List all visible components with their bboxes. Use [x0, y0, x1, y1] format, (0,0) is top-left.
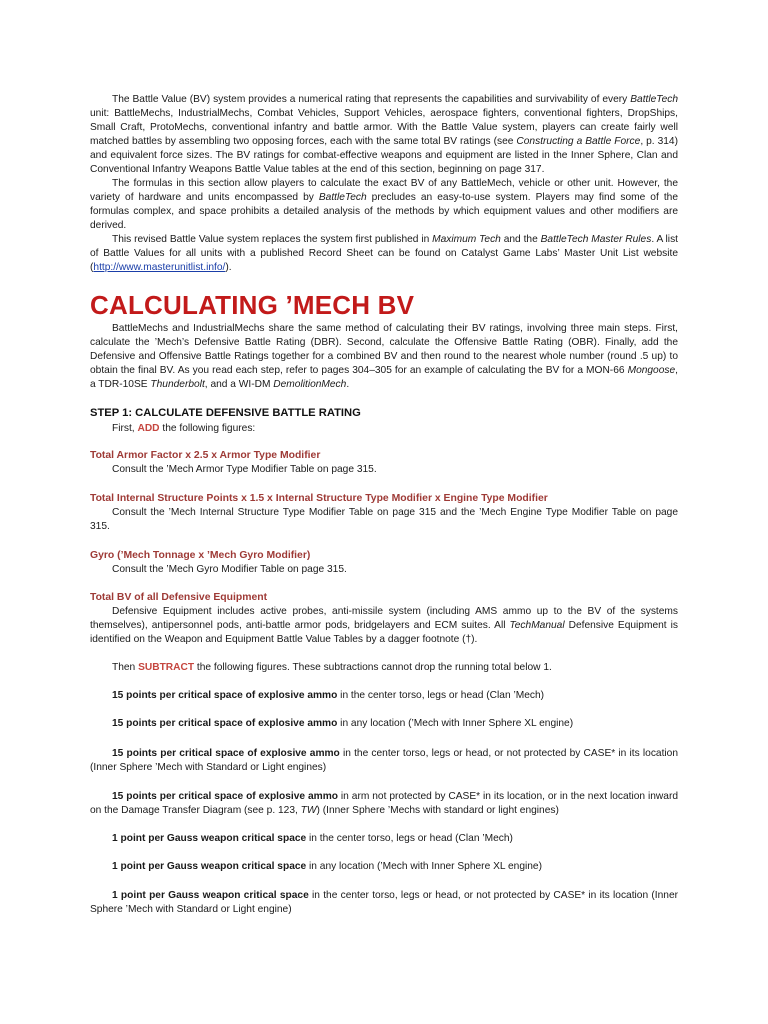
text-run: BattleMechs and IndustrialMechs share the same method of calculating their BV ratings, involving three main steps. First, calculate the ’Mech’s Defensive Battle Rating (DBR). Second, calculate the Offensive Battle Rating (OBR). Finally, add the Defensive and Offensive Battle Ratings together for a combined BV and then round to the nearest whole number (round .5 up) to obtain the final BV. As you read each step, refer to pages 304–305 for an example of calculating the BV for a MON-66 [90, 323, 678, 376]
section-title: CALCULATING ’MECH BV [90, 290, 415, 320]
text-run: First, [112, 423, 138, 434]
text-run: The Battle Value (BV) system provides a numerical rating that represents the capabilities and survivability of every [112, 94, 631, 105]
step1-add-block [90, 422, 678, 436]
step1-heading-block [90, 406, 678, 420]
text-run: precludes an easy-to-use system. Players may find some of the formulas complex, and space prohibits a detailed analysis of the methods by which equipment values and other modifiers are derived. [90, 192, 678, 231]
italic-text: TechManual [509, 620, 565, 631]
intro-paragraph-1 [90, 93, 678, 177]
text-run: . [346, 379, 350, 390]
item-body [90, 563, 678, 577]
bold-text: 1 point per Gauss weapon critical space [112, 890, 309, 901]
text-run: The formulas in this section allow players to calculate the exact BV of any BattleMech, vehicle or other unit. However, the variety of hardware and units encompassed by [90, 178, 678, 203]
item-internal-structure [90, 492, 678, 534]
item-armor [90, 449, 678, 477]
subtraction-2 [90, 717, 678, 731]
text-run: the following figures. These subtractions cannot drop the running total below 1. [194, 662, 552, 673]
text-run: in any location (’Mech with Inner Sphere XL engine) [306, 861, 542, 872]
section-header [90, 290, 678, 320]
item-body [90, 463, 678, 477]
text-run: , p. 314) and equivalent force sizes. The BV ratings for combat-effective weapons and equipment are listed in the Inner Sphere, Clan and Conventional Infantry Weapons Battle Value tables at the end of this section, beginning on page 317. [90, 136, 678, 175]
text-run: . A list of Battle Values for all units with a published Record Sheet can be found on Catalyst Game Labs’ Master Unit List website ( [90, 234, 678, 273]
accent-keyword: SUBTRACT [138, 662, 195, 673]
text-run: in the center torso, legs or head (Clan ’Mech) [337, 690, 545, 701]
subtraction-3 [90, 747, 678, 775]
item-gyro [90, 549, 678, 577]
subtraction-6 [90, 860, 678, 874]
bold-text: 1 point per Gauss weapon critical space [112, 833, 307, 844]
text-run: in the center torso, legs or head (Clan ’Mech) [306, 833, 513, 844]
item-defensive-equipment [90, 591, 678, 647]
step1-add-line [90, 422, 678, 436]
accent-keyword: ADD [137, 423, 160, 434]
italic-text: BattleTech [630, 94, 678, 105]
text-run: Consult the ’Mech Armor Type Modifier Table on page 315. [112, 464, 377, 475]
subtraction-5 [90, 832, 678, 846]
text-run: in the center torso, legs or head, or not protected by CASE* in its location (Inner Sphere ’Mech with Standard or Light engines) [90, 748, 679, 773]
subtraction-item [90, 889, 678, 917]
text-run: in arm not protected by CASE* in its location, or in the next location inward on the Damage Transfer Diagram (see p. 123, [90, 791, 679, 816]
website-link[interactable]: http://www.masterunitlist.info/ [93, 262, 226, 273]
intro-paragraph-3 [90, 233, 678, 275]
bold-text: 15 points per critical space of explosive ammo [112, 791, 338, 802]
text-run: , a TDR-10SE [90, 365, 678, 390]
text-run: unit: BattleMechs, IndustrialMechs, Combat Vehicles, Support Vehicles, aerospace fighters, conventional fighters, DropShips, Small Craft, ProtoMechs, conventional infantry and battle armor. With the Battle Value system, players can create fairly well matched battles by assembling two opposing forces, each with the same total BV ratings (see [90, 108, 678, 147]
item-title: Total Armor Factor x 2.5 x Armor Type Modifier [90, 450, 321, 461]
item-body [90, 605, 678, 647]
step1-subtract-line [90, 661, 678, 675]
text-run: ) (Inner Sphere ’Mechs with standard or light engines) [316, 805, 559, 816]
text-run: This revised Battle Value system replaces the system first published in [112, 234, 433, 245]
subtraction-7 [90, 889, 678, 917]
italic-text: TW [300, 805, 317, 816]
intro-paragraph-2 [90, 177, 678, 233]
subtraction-1 [90, 689, 678, 703]
step1-heading: STEP 1: CALCULATE DEFENSIVE BATTLE RATING [90, 407, 361, 419]
italic-text: BattleTech Master Rules [540, 234, 652, 245]
subtraction-item [90, 747, 678, 775]
text-run: Defensive Equipment is identified on the Weapon and Equipment Battle Value Tables by a dagger footnote (†). [90, 620, 678, 645]
text-run: ). [225, 262, 232, 273]
text-run: in the center torso, legs or head, or not protected by CASE* in its location (Inner Sphere ’Mech with Standard or Light engine) [90, 890, 679, 915]
italic-text: DemolitionMech [273, 379, 347, 390]
step1-subtract-block [90, 661, 678, 675]
text-run: in any location (’Mech with Inner Sphere XL engine) [337, 718, 574, 729]
intro-block [90, 93, 678, 275]
subtraction-item [90, 860, 678, 874]
subtraction-item [90, 689, 678, 703]
text-run: Consult the ’Mech Internal Structure Type Modifier Table on page 315 and the ’Mech Engine Type Modifier Table on page 315. [90, 507, 678, 532]
section-intro-block [90, 322, 678, 392]
bold-text: 15 points per critical space of explosive ammo [112, 718, 338, 729]
subtraction-4 [90, 790, 678, 818]
text-run: Consult the ’Mech Gyro Modifier Table on page 315. [112, 564, 347, 575]
bold-text: 1 point per Gauss weapon critical space [112, 861, 307, 872]
text-run: and the [500, 234, 541, 245]
text-run: Then [112, 662, 139, 673]
subtraction-item [90, 717, 678, 731]
italic-text: Constructing a Battle Force [516, 136, 641, 147]
item-title: Total Internal Structure Points x 1.5 x Internal Structure Type Modifier x Engine Type Modifier [90, 493, 548, 504]
subtraction-item [90, 790, 678, 818]
italic-text: Thunderbolt [150, 379, 205, 390]
text-run: Defensive Equipment includes active probes, anti-missile system (including AMS ammo up to the BV of the systems themselves), antipersonnel pods, anti-battle armor pods, bridgelayers and ECM suites. All [90, 606, 678, 631]
item-body [90, 506, 678, 534]
subtraction-item [90, 832, 678, 846]
text-run: the following figures: [159, 423, 256, 434]
section-intro-paragraph [90, 322, 678, 392]
italic-text: BattleTech [318, 192, 367, 203]
text-run: , and a WI-DM [204, 379, 274, 390]
bold-text: 15 points per critical space of explosive ammo [112, 690, 338, 701]
item-title: Total BV of all Defensive Equipment [90, 592, 268, 603]
italic-text: Maximum Tech [432, 234, 501, 245]
item-title: Gyro (’Mech Tonnage x ’Mech Gyro Modifier) [90, 550, 311, 561]
italic-text: Mongoose [627, 365, 676, 376]
bold-text: 15 points per critical space of explosive ammo [112, 748, 340, 759]
